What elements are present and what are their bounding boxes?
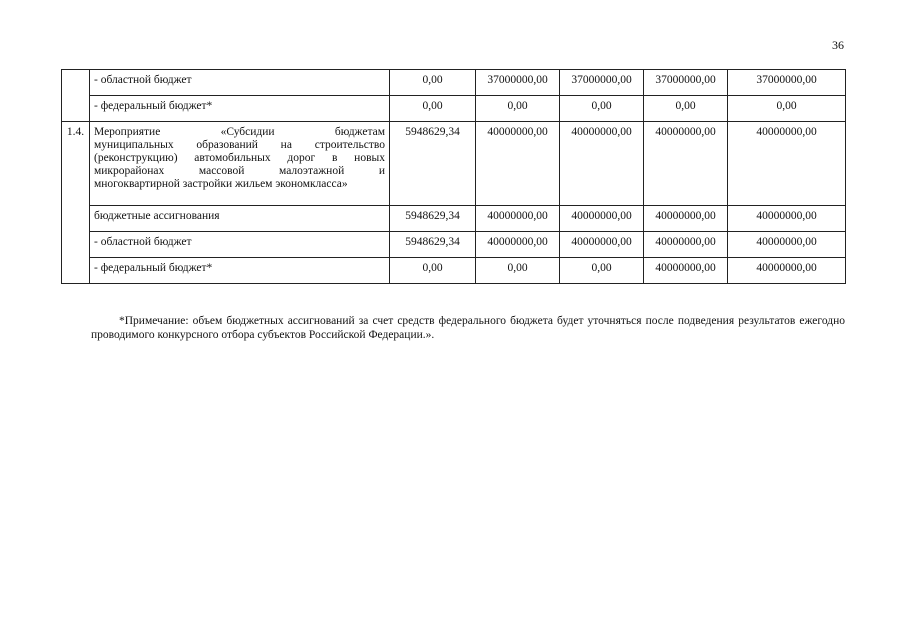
description-line: многоквартирной застройки жильем экономкласса» — [94, 178, 348, 190]
row-description: - федеральный бюджет* — [90, 258, 390, 284]
value-cell: 40000000,00 — [644, 122, 728, 206]
budget-table — [61, 69, 846, 284]
value-cell: 5948629,34 — [390, 232, 476, 258]
value-cell: 37000000,00 — [728, 70, 846, 96]
value-cell: 37000000,00 — [644, 70, 728, 96]
value-cell: 40000000,00 — [644, 258, 728, 284]
description-line: Мероприятие «Субсидии бюджетам — [94, 126, 385, 138]
value-cell: 40000000,00 — [728, 258, 846, 284]
value-cell: 40000000,00 — [728, 232, 846, 258]
table-row — [62, 70, 846, 96]
value-cell: 37000000,00 — [476, 70, 560, 96]
row-description: - федеральный бюджет* — [90, 96, 390, 122]
value-cell: 0,00 — [644, 96, 728, 122]
value-cell: 40000000,00 — [728, 122, 846, 206]
row-description-multiline — [90, 122, 390, 206]
row-description: бюджетные ассигнования — [90, 206, 390, 232]
table-row — [62, 258, 846, 284]
value-cell: 40000000,00 — [560, 232, 644, 258]
table-row — [62, 206, 846, 232]
value-cell: 40000000,00 — [560, 206, 644, 232]
row-description: - областной бюджет — [90, 70, 390, 96]
table-row — [62, 96, 846, 122]
value-cell: 0,00 — [560, 96, 644, 122]
value-cell: 40000000,00 — [644, 232, 728, 258]
row-number-cell: 1.4. — [62, 122, 90, 284]
budget-table-body — [62, 70, 846, 284]
value-cell: 5948629,34 — [390, 122, 476, 206]
table-row — [62, 122, 846, 206]
value-cell: 37000000,00 — [560, 70, 644, 96]
value-cell: 40000000,00 — [476, 206, 560, 232]
description-line: (реконструкцию) автомобильных дорог в новых — [94, 152, 385, 164]
description-line: микрорайонах массовой малоэтажной и — [94, 165, 385, 177]
page-number: 36 — [832, 38, 844, 52]
row-number-cell — [62, 70, 90, 122]
value-cell: 0,00 — [476, 96, 560, 122]
value-cell: 0,00 — [390, 70, 476, 96]
value-cell: 40000000,00 — [644, 206, 728, 232]
value-cell: 0,00 — [560, 258, 644, 284]
row-description: - областной бюджет — [90, 232, 390, 258]
value-cell: 40000000,00 — [560, 122, 644, 206]
table-row — [62, 232, 846, 258]
value-cell: 40000000,00 — [728, 206, 846, 232]
value-cell: 40000000,00 — [476, 232, 560, 258]
value-cell: 0,00 — [476, 258, 560, 284]
value-cell: 0,00 — [390, 96, 476, 122]
value-cell: 40000000,00 — [476, 122, 560, 206]
value-cell: 5948629,34 — [390, 206, 476, 232]
value-cell: 0,00 — [390, 258, 476, 284]
description-line: муниципальных образований на строительство — [94, 139, 385, 151]
footnote: *Примечание: объем бюджетных ассигнований за счет средств федерального бюджета будет уточняться после подведения результатов ежегодно проводимого конкурсного отбора субъектов Российской Федерации.». — [91, 314, 845, 341]
value-cell: 0,00 — [728, 96, 846, 122]
